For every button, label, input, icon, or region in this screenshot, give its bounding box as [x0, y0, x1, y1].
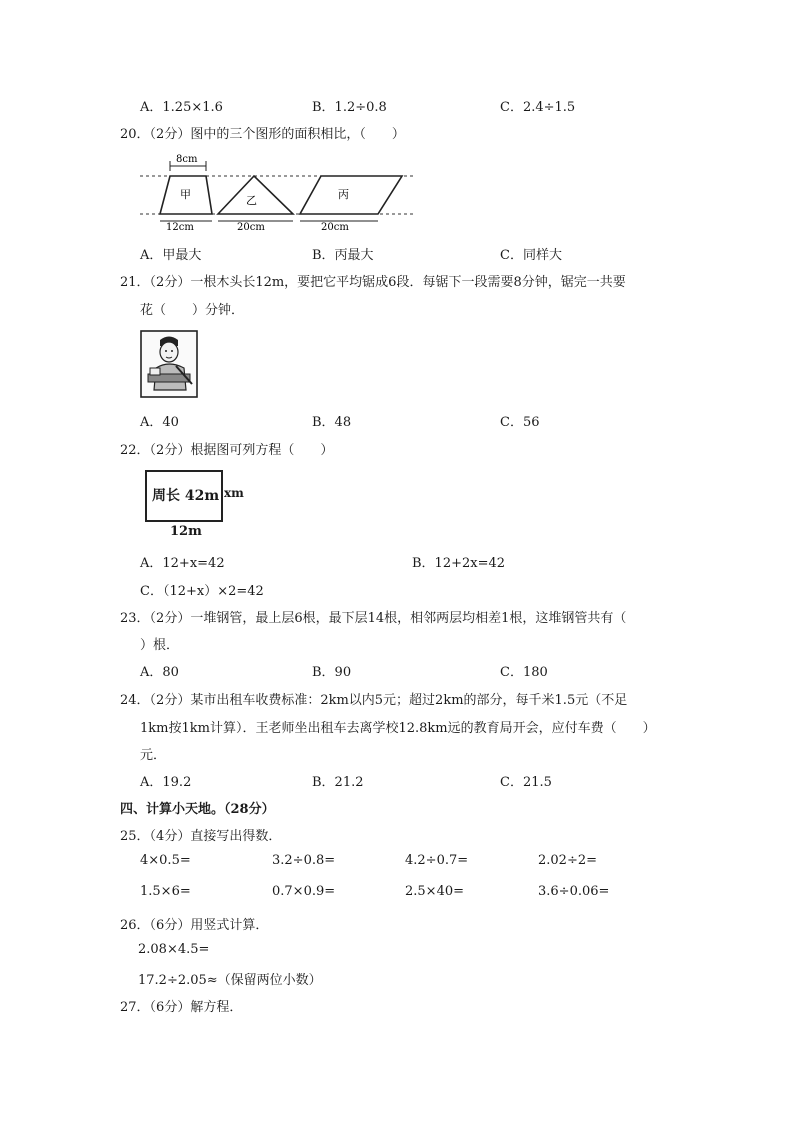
- worker-sawing-image: [140, 330, 198, 398]
- q22-stem: 22．（2分）根据图可列方程（ ）: [120, 443, 334, 458]
- label-20cm-1: 20cm: [237, 222, 265, 233]
- q22-option-b: B．12+2x=42: [412, 556, 506, 571]
- q21-option-a: A．40: [140, 415, 179, 430]
- q25-r2-c4: 3.6÷0.06=: [538, 884, 610, 899]
- q23-stem-line2: ）根．: [140, 638, 180, 653]
- q26-item-1: 2.08×4.5=: [138, 942, 210, 957]
- q25-r1-c4: 2.02÷2=: [538, 853, 598, 868]
- q19-option-b: B．1.2÷0.8: [312, 100, 387, 115]
- q23-option-a: A．80: [140, 665, 179, 680]
- q23-stem-line1: 23．（2分）一堆钢管，最上层6根，最下层14根，相邻两层均相差1根，这堆钢管共有（: [120, 611, 627, 626]
- label-20cm-2: 20cm: [321, 222, 349, 233]
- label-8cm: 8cm: [176, 154, 198, 165]
- q19-option-a: A．1.25×1.6: [140, 100, 223, 115]
- q22-option-c: C．（12+x）×2=42: [140, 584, 264, 599]
- bottom-12m-label: 12m: [170, 524, 202, 539]
- q20-option-a: A．甲最大: [140, 248, 202, 263]
- parallelogram-shape: [300, 176, 402, 214]
- q23-option-b: B．90: [312, 665, 352, 680]
- q25-r1-c1: 4×0.5=: [140, 853, 191, 868]
- q20-option-b: B．丙最大: [312, 248, 374, 263]
- q24-stem-line3: 元．: [140, 748, 167, 763]
- q25-stem: 25．（4分）直接写出得数．: [120, 829, 282, 844]
- q26-stem: 26．（6分）用竖式计算．: [120, 918, 269, 933]
- q25-r2-c3: 2.5×40=: [405, 884, 465, 899]
- perimeter-label: 周长 42m: [152, 488, 220, 504]
- section-heading: 四、计算小天地。（28分）: [120, 802, 275, 817]
- q25-r1-c2: 3.2÷0.8=: [272, 853, 336, 868]
- q22-option-a: A．12+x=42: [140, 556, 225, 571]
- q20-option-c: C．同样大: [500, 248, 562, 263]
- q21-stem-line2: 花（ ）分钟．: [140, 303, 245, 318]
- q24-stem-line2: 1km按1km计算）．王老师坐出租车去离学校12.8km远的教育局开会，应付车费（ ）: [140, 721, 656, 736]
- q19-option-c: C．2.4÷1.5: [500, 100, 576, 115]
- q24-option-c: C．21.5: [500, 775, 552, 790]
- q23-option-c: C．180: [500, 665, 548, 680]
- q24-option-a: A．19.2: [140, 775, 192, 790]
- q25-r1-c3: 4.2÷0.7=: [405, 853, 469, 868]
- side-x-label: xm: [224, 486, 244, 500]
- q27-stem: 27．（6分）解方程．: [120, 1000, 243, 1015]
- q24-stem-line1: 24．（2分）某市出租车收费标准：2km以内5元；超过2km的部分，每千米1.5元（不足: [120, 693, 628, 708]
- q20-stem: 20．（2分）图中的三个图形的面积相比，（ ）: [120, 127, 405, 142]
- q25-r2-c1: 1.5×6=: [140, 884, 191, 899]
- q25-r2-c2: 0.7×0.9=: [272, 884, 336, 899]
- shape-yi: 乙: [246, 194, 257, 207]
- shape-bing: 丙: [338, 188, 349, 201]
- q21-stem-line1: 21．（2分）一根木头长12m，要把它平均锯成6段．每锯下一段需要8分钟，锯完一共要: [120, 275, 626, 290]
- q20-figure: [140, 148, 415, 233]
- q21-option-b: B．48: [312, 415, 352, 430]
- q24-option-b: B．21.2: [312, 775, 364, 790]
- shape-jia: 甲: [180, 188, 191, 201]
- q21-option-c: C．56: [500, 415, 540, 430]
- label-12cm: 12cm: [166, 222, 194, 233]
- q26-item-2: 17.2÷2.05≈（保留两位小数）: [138, 973, 322, 988]
